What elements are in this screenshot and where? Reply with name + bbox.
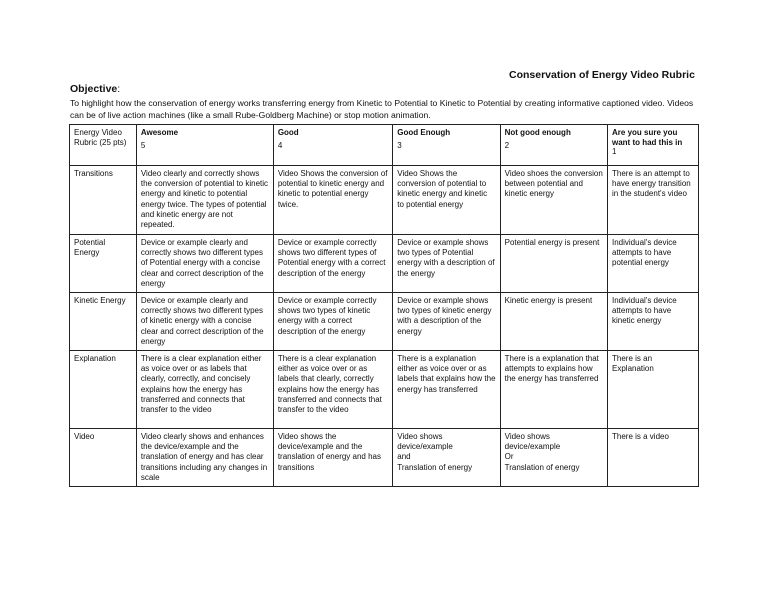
row-category: Potential Energy — [70, 235, 137, 293]
header-category-cell — [70, 125, 137, 166]
rubric-header-row — [70, 125, 699, 166]
rubric-cell: There is a explanation that attempts to explains how the energy has transferred — [500, 351, 607, 429]
rubric-cell: Kinetic energy is present — [500, 293, 607, 351]
rubric-cell: Device or example shows two types of kinetic energy with a description of the energy — [393, 293, 500, 351]
rubric-cell: Video Shows the conversion of potential to kinetic energy and kinetic to potential energy twice. — [273, 166, 392, 235]
rubric-cell: Device or example clearly and correctly shows two different types of kinetic energy with a concise clear and correct description of the energy — [136, 293, 273, 351]
rubric-cell: Device or example correctly shows two different types of Potential energy with a correct description of the energy — [273, 235, 392, 293]
row-category: Kinetic Energy — [70, 293, 137, 351]
rubric-cell: Device or example clearly and correctly shows two different types of Potential energy with a concise clear and correct description of the energy — [136, 235, 273, 293]
level-points: 1 — [612, 147, 617, 156]
rubric-cell: There is a clear explanation either as voice over or as labels that clearly, correctly explains how the energy has transferred and connects that transfer to the video — [273, 351, 392, 429]
header-level-good — [273, 125, 392, 166]
level-points: 5 — [140, 141, 146, 151]
row-category: Transitions — [70, 166, 137, 235]
rubric-cell: Device or example correctly shows two types of kinetic energy with a correct description of the energy — [273, 293, 392, 351]
rubric-cell: Video clearly shows and enhances the device/example and the translation of energy and has clear transitions including any changes in scale — [136, 429, 273, 487]
rubric-cell: Video shows device/example Or Translation of energy — [500, 429, 607, 487]
rubric-cell: There is a video — [608, 429, 699, 487]
row-category: Explanation — [70, 351, 137, 429]
header-level-are-you-sure — [608, 125, 699, 166]
rubric-cell: Video shows the device/example and the translation of energy and has transitions — [273, 429, 392, 487]
header-category: Energy Video Rubric (25 pts) — [74, 128, 127, 148]
header-level-good-enough — [393, 125, 500, 166]
table-row — [70, 351, 699, 429]
level-label: Good — [277, 128, 299, 137]
level-label: Awesome — [140, 128, 179, 137]
table-row — [70, 429, 699, 487]
header-level-awesome — [136, 125, 273, 166]
rubric-cell: Video clearly and correctly shows the conversion of potential to kinetic energy and kinetic to potential energy twice. The types of potential and kinetic energy are not repeated. — [136, 166, 273, 235]
level-points: 4 — [277, 141, 283, 151]
rubric-cell: There is an Explanation — [608, 351, 699, 429]
level-points: 3 — [397, 141, 402, 151]
document-title: Conservation of Energy Video Rubric — [509, 69, 695, 81]
level-label: Are you sure you want to had this in — [612, 128, 683, 147]
rubric-cell: There is a clear explanation either as voice over or as labels that clearly, correctly, and concisely explains how the energy has transferred and connects that transfer to the video — [136, 351, 273, 429]
row-category: Video — [70, 429, 137, 487]
rubric-cell: Video Shows the conversion of potential to kinetic energy and kinetic to potential energy — [393, 166, 500, 235]
level-label: Good Enough — [397, 128, 451, 137]
rubric-cell: There is an attempt to have energy transition in the student's video — [608, 166, 699, 235]
table-row — [70, 235, 699, 293]
objective-heading — [70, 83, 120, 95]
objective-text: To highlight how the conservation of energy works transferring energy from Kinetic to Potential to Kinetic to Potential by creating informative captioned video. Videos can be of live action machines (like a small Rube-Goldberg Machine) or stop motion animation. — [70, 98, 694, 120]
objective-colon: : — [117, 83, 121, 95]
level-points: 2 — [504, 141, 510, 151]
rubric-cell: Individual's device attempts to have kinetic energy — [608, 293, 699, 351]
objective-label: Objective — [70, 83, 118, 95]
rubric-cell: Video shoes the conversion between potential and kinetic energy — [500, 166, 607, 235]
rubric-cell: Video shows device/example and Translation of energy — [393, 429, 500, 487]
level-label: Not good enough — [504, 128, 571, 137]
rubric-cell: Device or example shows two types of Potential energy with a description of the energy — [393, 235, 500, 293]
rubric-table — [69, 124, 699, 487]
header-level-not-good-enough — [500, 125, 607, 166]
table-row — [70, 166, 699, 235]
rubric-cell: Potential energy is present — [500, 235, 607, 293]
table-row — [70, 293, 699, 351]
rubric-cell: There is a explanation either as voice over or as labels that explains how the energy has transferred — [393, 351, 500, 429]
rubric-cell: Individual's device attempts to have potential energy — [608, 235, 699, 293]
